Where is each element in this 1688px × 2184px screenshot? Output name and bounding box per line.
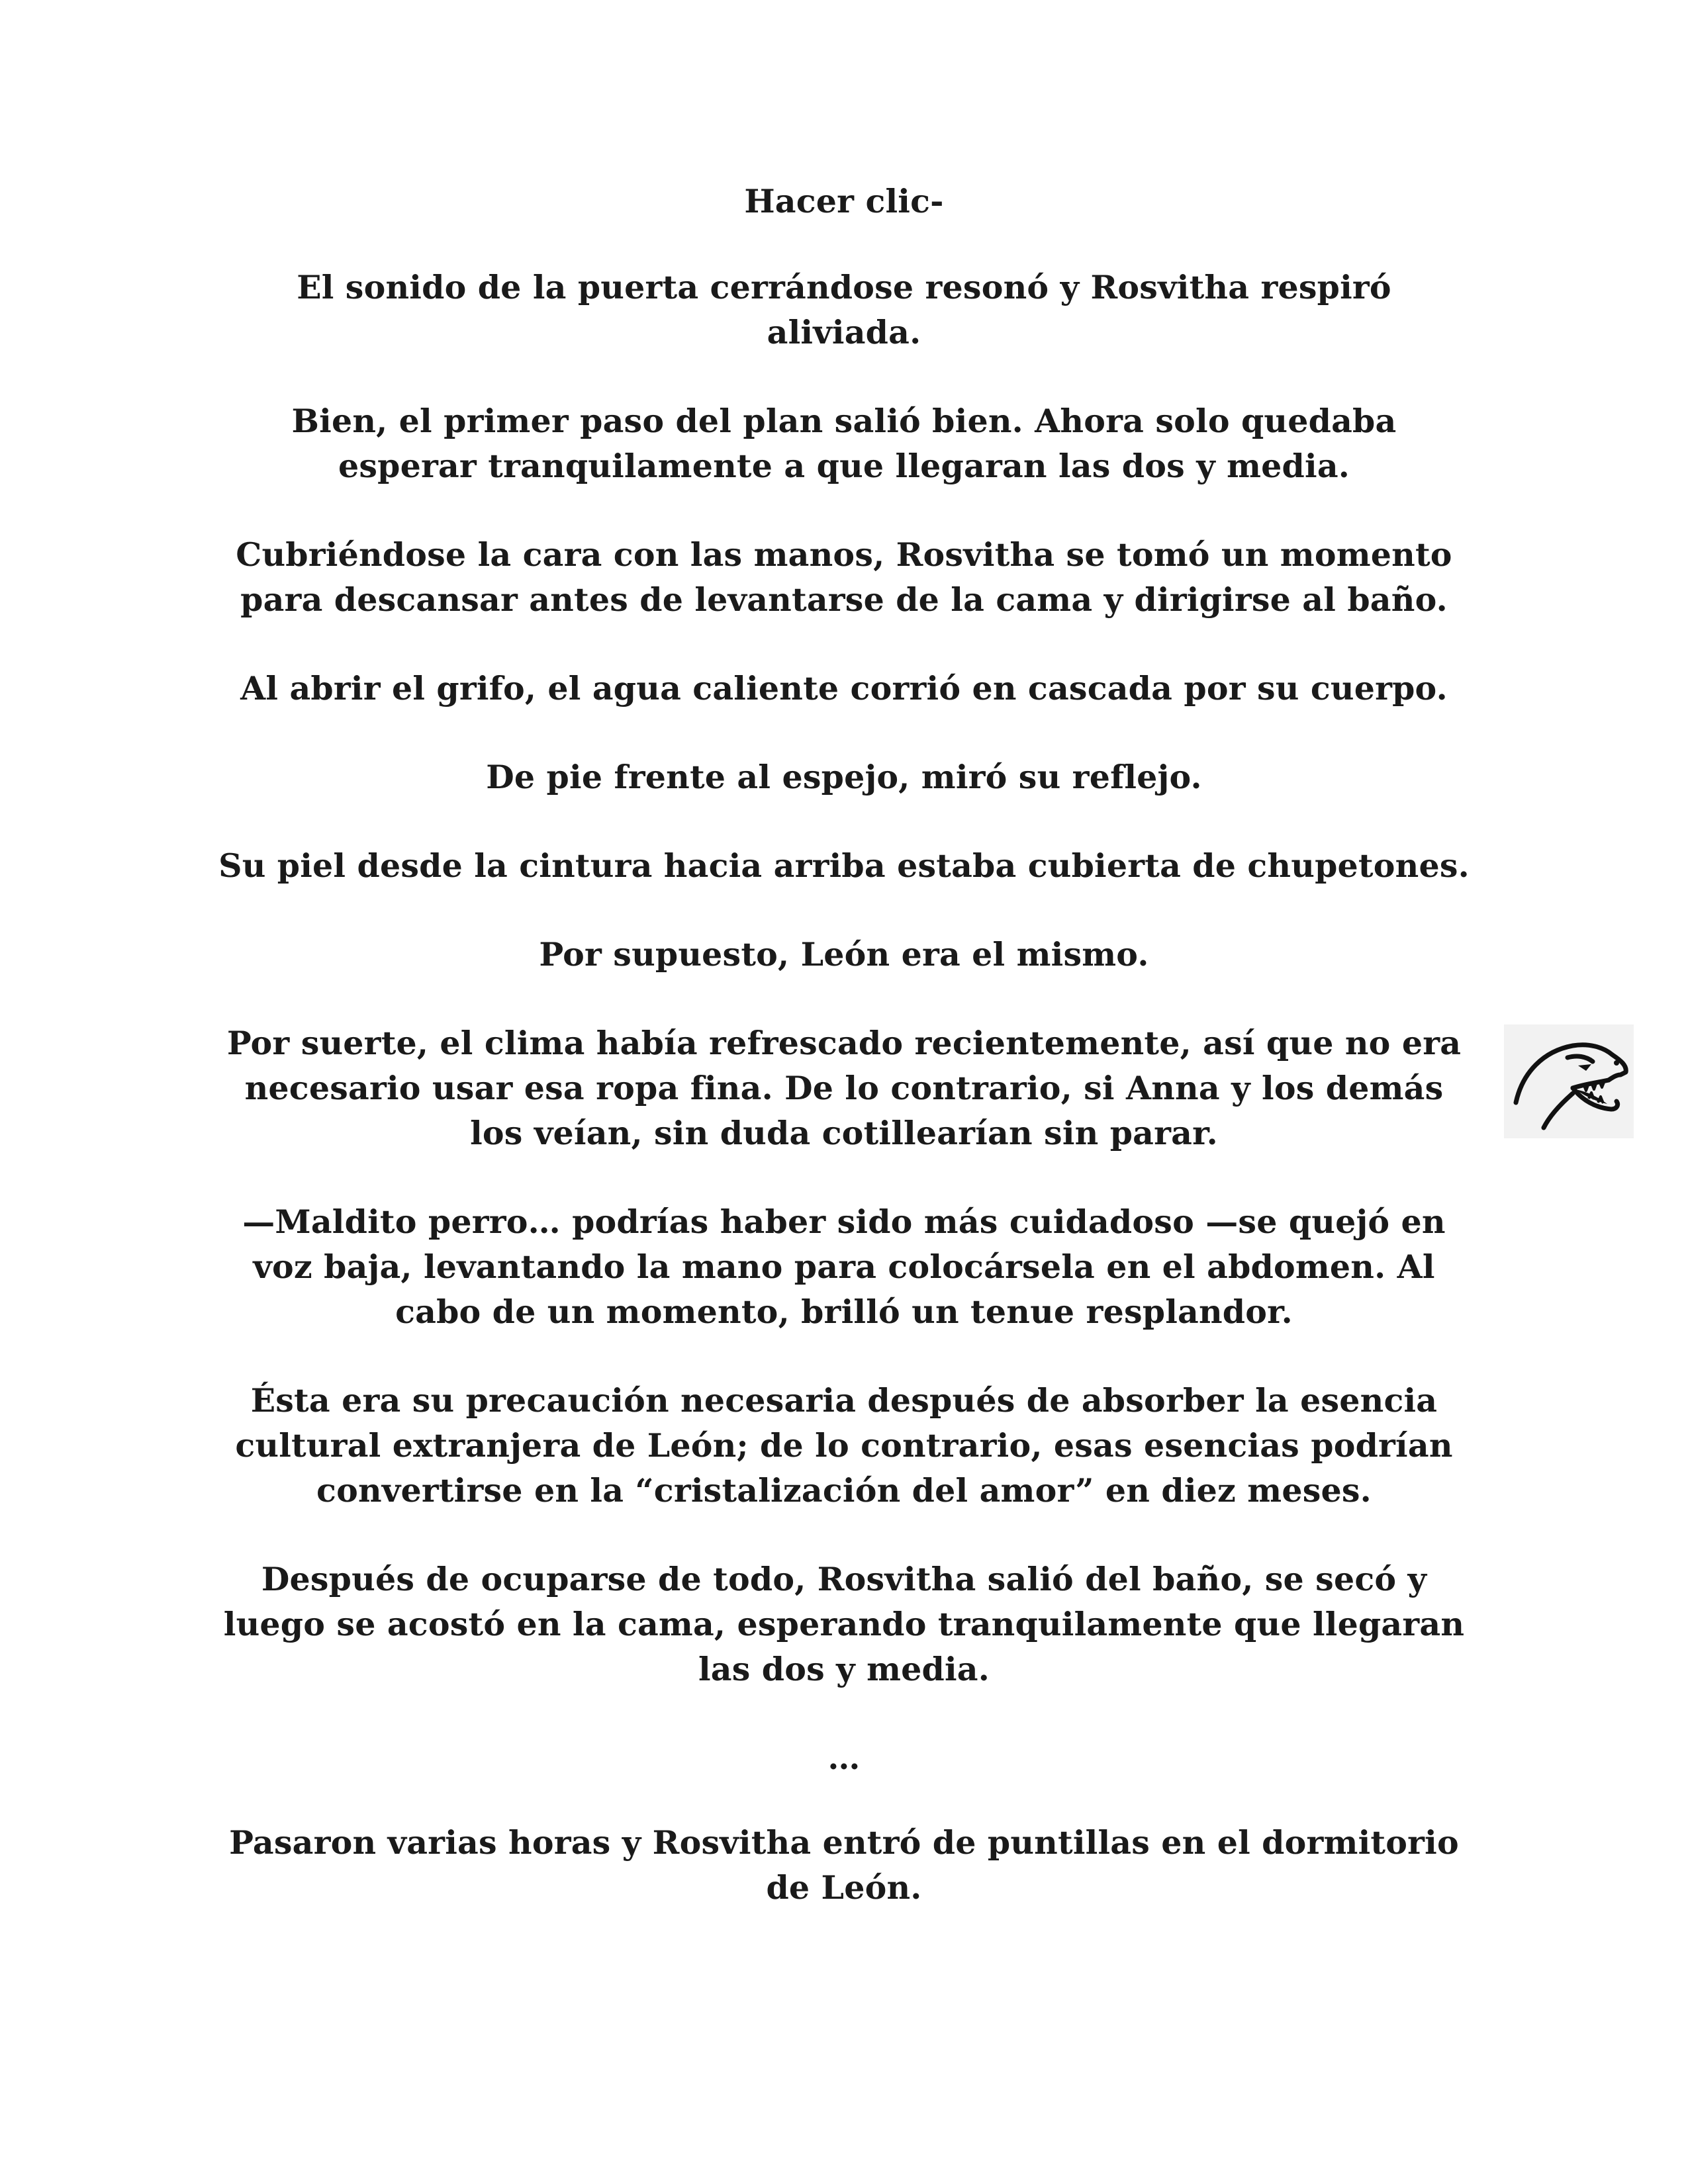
paragraph-4: Cubriéndose la cara con las manos, Rosvitha se tomó un momento para descansar antes de levantarse de la cama y dirigirse al baño. xyxy=(236,535,1452,619)
paragraph-3: Bien, el primer paso del plan salió bien. Ahora solo quedaba esperar tranquilamente a que llegaran las dos y media. xyxy=(291,402,1397,485)
paragraph-7: Su piel desde la cintura hacia arriba estaba cubierta de chupetones. xyxy=(218,846,1470,885)
page-body xyxy=(218,179,1470,1954)
paragraph-6: De pie frente al espejo, miró su reflejo. xyxy=(486,758,1202,796)
scene-separator: … xyxy=(827,1739,861,1777)
paragraph-9: Por suerte, el clima había refrescado recientemente, así que no era necesario usar esa ropa fina. De lo contrario, si Anna y los demás los veían, sin duda cotillearían sin parar. xyxy=(226,1024,1462,1152)
paragraph-11: Ésta era su precaución necesaria después de absorber la esencia cultural extranjera de León; de lo contrario, esas esencias podrían convertirse en la “cristalización del amor” en diez meses. xyxy=(235,1381,1453,1510)
paragraph-12: Después de ocuparse de todo, Rosvitha salió del baño, se secó y luego se acostó en la cama, esperando tranquilamente que llegaran las dos y media. xyxy=(223,1560,1465,1688)
paragraph-5: Al abrir el grifo, el agua caliente corrió en cascada por su cuerpo. xyxy=(240,669,1448,707)
paragraph-10: —Maldito perro… podrías haber sido más cuidadoso —se quejó en voz baja, levantando la mano para colocársela en el abdomen. Al cabo de un momento, brilló un tenue resplandor. xyxy=(242,1203,1446,1331)
dinosaur-head-icon xyxy=(1504,1024,1634,1138)
paragraph-1: Hacer clic- xyxy=(744,182,944,220)
paragraph-8: Por supuesto, León era el mismo. xyxy=(539,935,1149,974)
paragraph-14: Pasaron varias horas y Rosvitha entró de puntillas en el dormitorio de León. xyxy=(229,1823,1459,1907)
paragraph-2: El sonido de la puerta cerrándose resonó y Rosvitha respiró aliviada. xyxy=(297,268,1391,351)
